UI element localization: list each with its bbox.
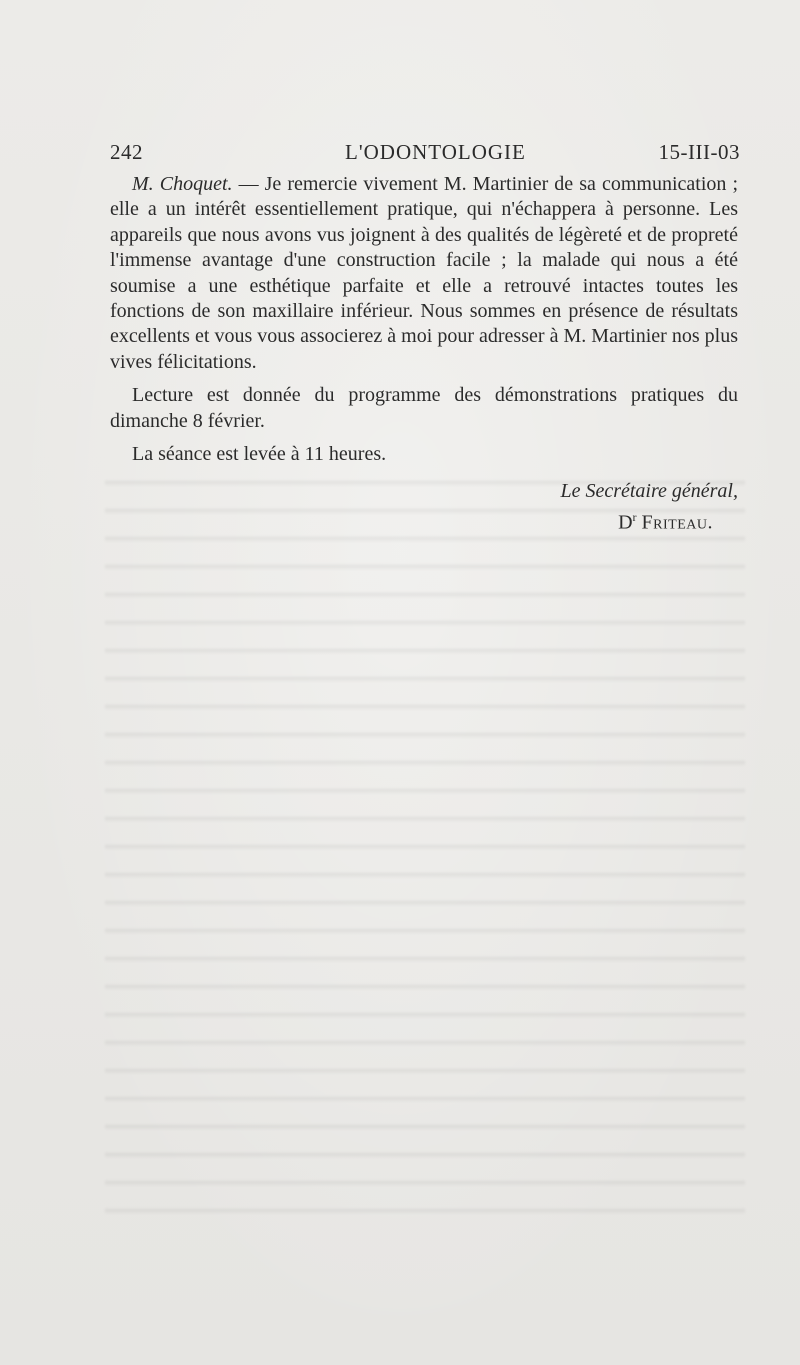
show-through-text: [105, 470, 745, 1230]
paragraph-seance: [110, 442, 738, 467]
signatory-name: Friteau.: [641, 511, 713, 534]
paragraph-choquet: [110, 172, 738, 375]
issue-date: 15-III-03: [658, 140, 740, 164]
title-prefix: D: [618, 511, 633, 534]
body-text: [110, 172, 738, 467]
signature-role: Le Secrétaire général,: [560, 480, 738, 502]
paragraph-lecture: [110, 383, 738, 434]
paragraph-text: La séance est levée à 11 heures.: [132, 443, 387, 466]
journal-title: L'ODONTOLOGIE: [345, 140, 526, 164]
signature-block: [560, 478, 738, 536]
speaker-name: M. Choquet.: [132, 173, 233, 195]
paragraph-text: — Je remercie vivement M. Martinier de sa communication ; elle a un intérêt essentiellement pratique, qui n'échappera à personne. Les appareils que nous avons vus joignent à des qualités de légèreté et de propreté l'immense avantage d'une construction facile ; la malade qui nous a été soumise a une esthétique parfaite et elle a retrouvé intactes toutes les fonctions de son maxillaire inférieur. Nous sommes en présence de résultats excellents et vous vous associerez à moi pour adresser à M. Martinier nos plus vives félicitations.: [110, 173, 738, 373]
title-superscript: r: [632, 510, 637, 524]
running-header: [110, 140, 740, 166]
paragraph-text: Lecture est donnée du programme des démonstrations pratiques du dimanche 8 février.: [110, 384, 738, 432]
signature-name-line: [560, 504, 738, 536]
page-number: 242: [110, 140, 143, 164]
